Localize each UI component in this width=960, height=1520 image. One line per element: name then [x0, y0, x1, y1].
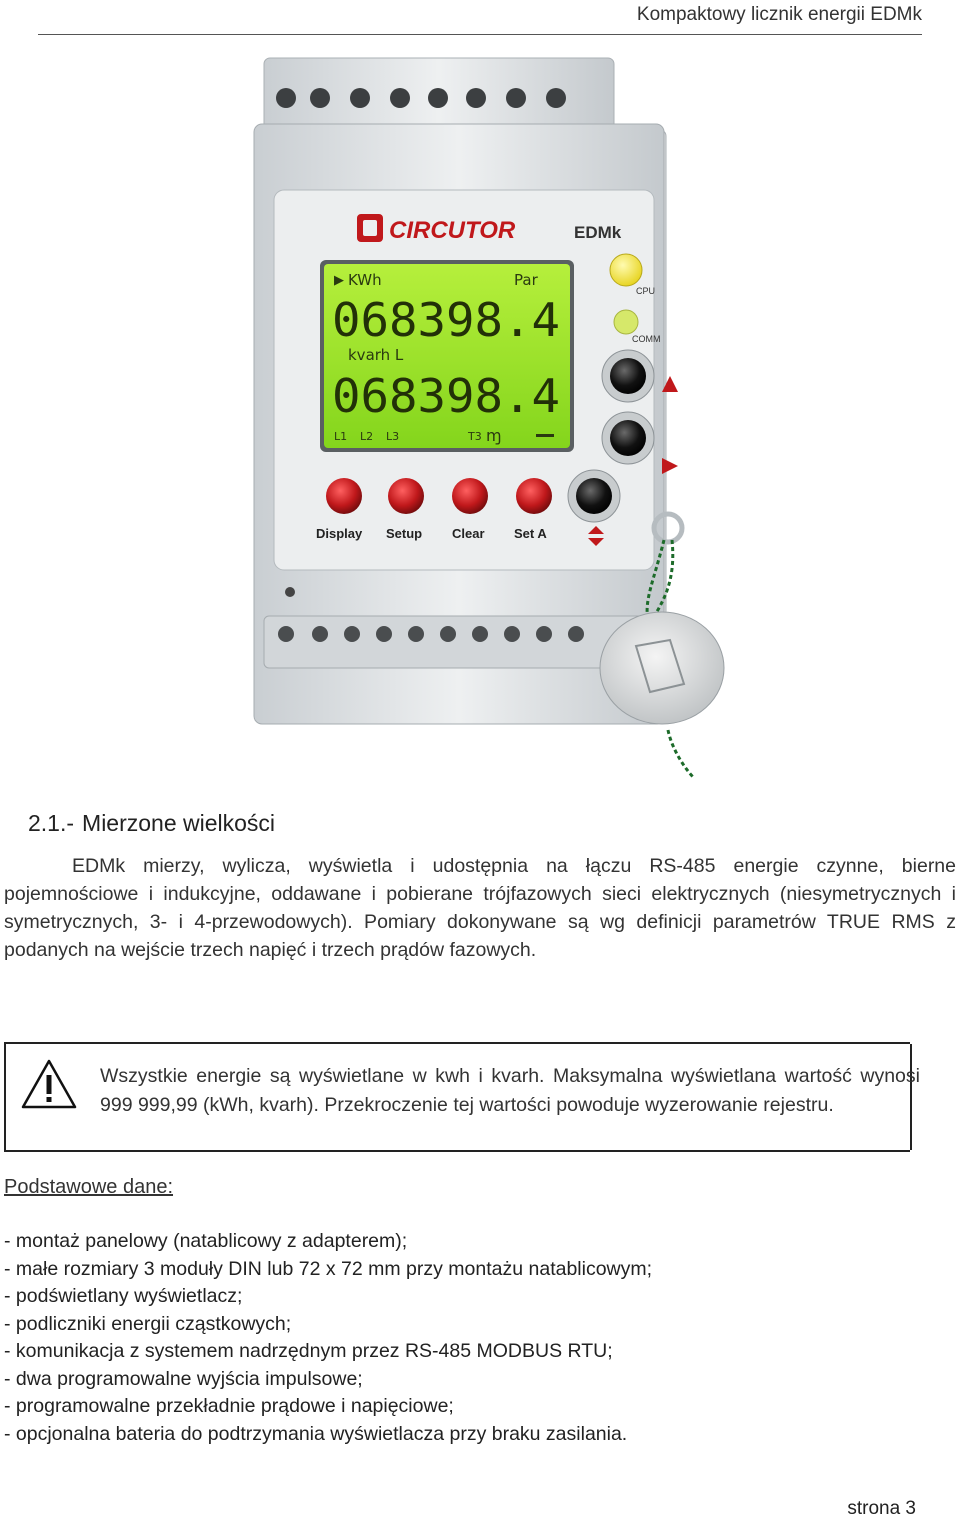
lcd-phase-l3: L3 [386, 430, 400, 443]
mounting-hole-icon [285, 587, 295, 597]
warning-triangle-icon [20, 1058, 78, 1110]
page-number: strona 3 [847, 1498, 916, 1519]
clear-button[interactable] [452, 478, 488, 514]
nav-toggle-button[interactable] [576, 478, 612, 514]
list-item: - podliczniki energii cząstkowych; [4, 1312, 292, 1335]
lcd-tariff-label: T3 [468, 430, 482, 443]
svg-text:ɱ: ɱ [486, 426, 502, 445]
lcd-value-secondary: 068398.4 [332, 369, 560, 423]
device-photo [224, 40, 734, 780]
warning-box [4, 1042, 920, 1152]
display-button[interactable] [326, 478, 362, 514]
cpu-led-icon [610, 254, 642, 286]
body-paragraph-text: EDMk mierzy, wylicza, wyświetla i udostępnia na łączu RS-485 energie czynne, bierne pojemnościowe i indukcyjne, oddawane i pobierane trójfazowych sieci elektrycznych (niesymetrycznych i symetrycznych, 3- i 4-przewodowych). Pomiary dokonywane są wg definicji parametrów TRUE RMS z podanych na wejście trzech napięć i trzech prądów fazowych. [4, 855, 956, 961]
section-title: Mierzone wielkości [82, 810, 276, 836]
feature-list [4, 1228, 652, 1448]
model-label: EDMk [574, 223, 622, 242]
list-item: - opcjonalna bateria do podtrzymania wyświetlacza przy braku zasilania. [4, 1422, 628, 1445]
comm-led-icon [614, 310, 638, 334]
basics-heading: Podstawowe dane: [4, 1176, 174, 1198]
list-item: - programowalne przekładnie prądowe i napięciowe; [4, 1395, 454, 1417]
header-divider [38, 34, 922, 35]
list-item: - dwa programowalne wyjścia impulsowe; [4, 1367, 363, 1390]
nav-up-button[interactable] [610, 358, 646, 394]
lcd-phase-l2: L2 [360, 430, 374, 443]
set-a-button[interactable] [516, 478, 552, 514]
page-header-title: Kompaktowy licznik energii EDMk [636, 4, 922, 25]
warning-text: Wszystkie energie są wyświetlane w kwh i kvarh. Maksymalna wyświetlana wartość wynosi 999 999,99 (kWh, kvarh). Przekroczenie tej wartości powoduje wyzerowanie rejestru. [100, 1065, 920, 1116]
list-item: - komunikacja z systemem nadrzędnym przez RS-485 MODBUS RTU; [4, 1340, 613, 1362]
setup-button[interactable] [388, 478, 424, 514]
lcd-par-label: Par [514, 271, 538, 289]
lcd-secondary-label: kvarh L [348, 346, 404, 364]
arrow-right-icon [662, 458, 678, 474]
body-paragraph [4, 852, 956, 964]
nav-right-button[interactable] [610, 420, 646, 456]
lcd-phase-l1: L1 [334, 430, 348, 443]
list-item: - montaż panelowy (natablicowy z adapterem); [4, 1230, 408, 1252]
set-a-button-label: Set A [514, 526, 547, 541]
lead-seal-icon [600, 612, 724, 724]
list-item: - małe rozmiary 3 moduły DIN lub 72 x 72 mm przy montażu natablicowym; [4, 1257, 653, 1280]
svg-text:▶: ▶ [334, 273, 344, 288]
section-heading [28, 810, 275, 837]
comm-led-label: COMM [632, 334, 661, 344]
section-number: 2.1.- [28, 810, 75, 836]
lcd-value-primary: 068398.4 [332, 293, 560, 347]
lcd-unit-label: KWh [348, 271, 382, 289]
clear-button-label: Clear [452, 526, 485, 541]
cpu-led-label: CPU [636, 286, 656, 296]
brand-logo-text: CIRCUTOR [389, 217, 516, 244]
display-button-label: Display [316, 526, 363, 541]
setup-button-label: Setup [386, 526, 423, 541]
list-item: - podświetlany wyświetlacz; [4, 1285, 243, 1307]
